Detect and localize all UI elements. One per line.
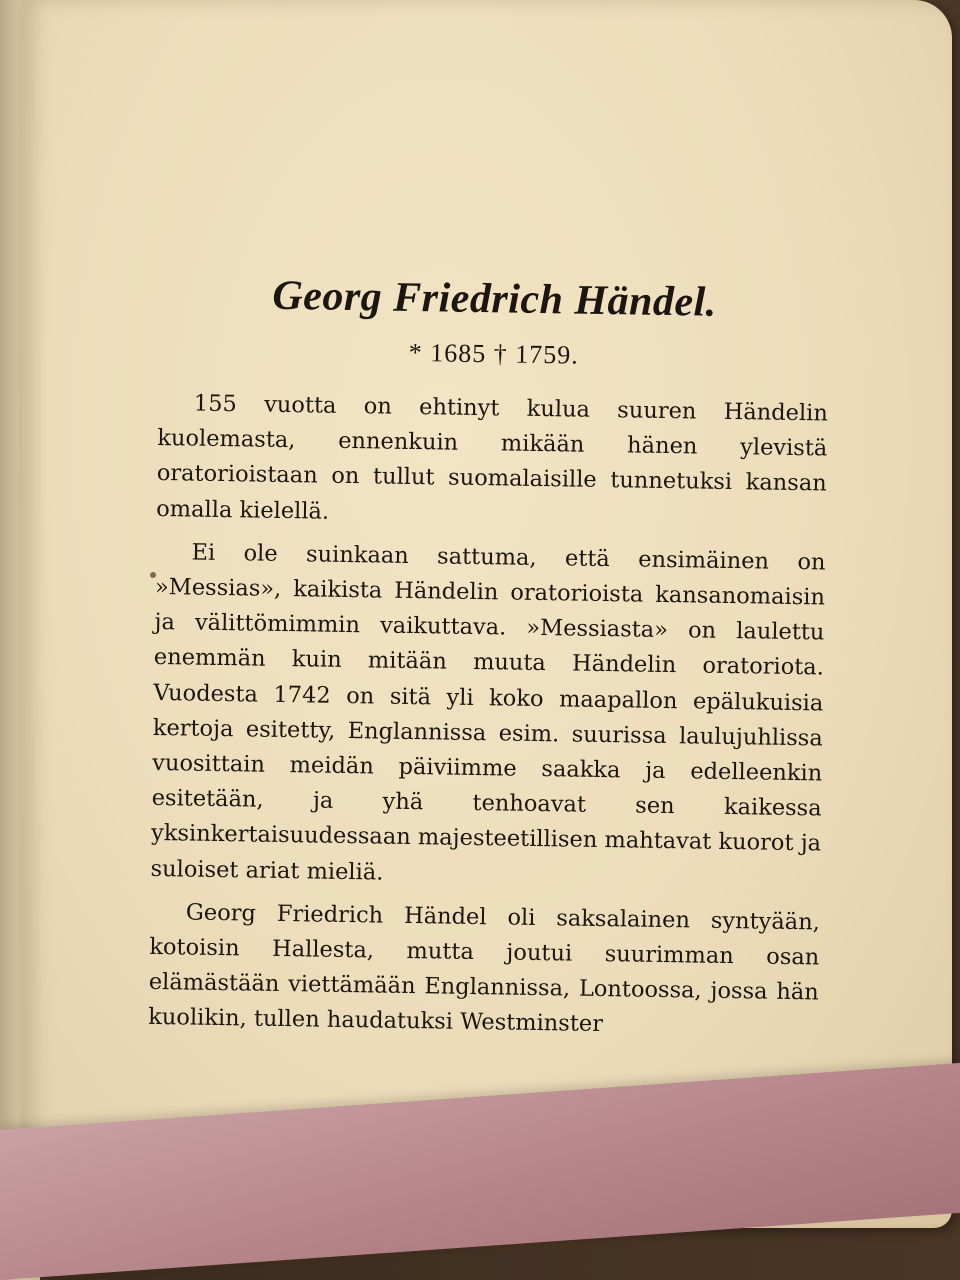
page-title: Georg Friedrich Händel. <box>272 272 718 326</box>
paragraph-3: Georg Friedrich Händel oli saksalainen syntyään, kotoisin Hallesta, mutta joutui suurimman osan elämästään viettämään Englannissa, Lontoossa, jossa hän kuolikin, tullen haudatuksi Westminster <box>148 899 821 1038</box>
paragraph-1: 155 vuotta on ehtinyt kulua suuren Händelin kuolemasta, ennenkuin mikään hänen ylevistä oratorioistaan on tullut suomalaisille tunnetuksi kansan omalla kielellä. <box>156 390 829 525</box>
page-text <box>148 270 830 1054</box>
paragraph-2: Ei ole suinkaan sattuma, että ensimäinen on »Messias», kaikista Händelin oratorioista kansanomaisin ja välittömimmin vaikuttava. »Messiasta» on laulettu enemmän kuin mitään muuta Händelin oratoriota. Vuodesta 1742 on sitä yli koko maapallon epälukuisia kertoja esitetty, Englannissa esim. suurissa laulujuhlissa vuosittain meidän päiviimme saakka ja edelleenkin esitetään, ja yhä tenhoavat sen kaikessa yksinkertaisuudessaan majesteetillisen mahtavat kuorot ja suloiset ariat mieliä. <box>150 539 826 886</box>
life-dates: * 1685 † 1759. <box>408 337 579 370</box>
